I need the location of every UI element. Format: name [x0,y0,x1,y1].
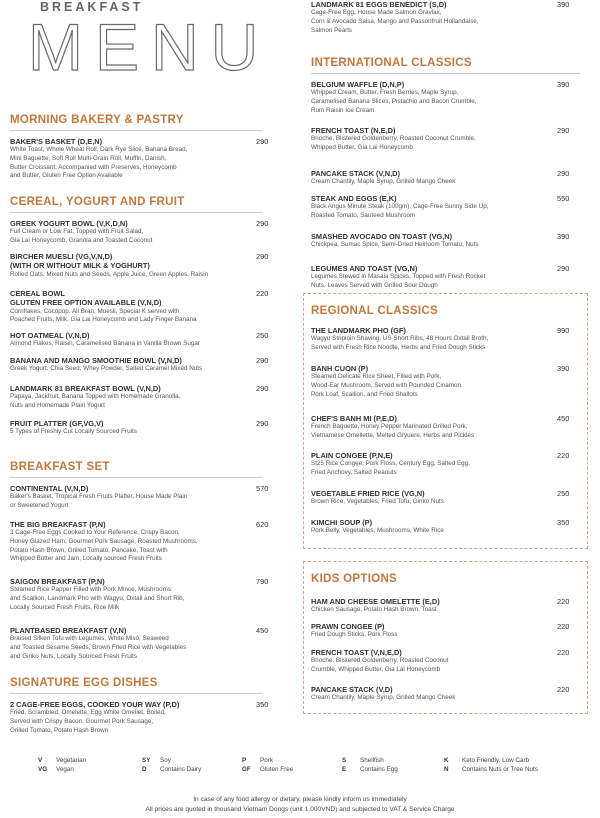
menu-item [10,577,250,612]
item-name: VEGETABLE FRIED RICE (VG,N) [311,489,425,498]
item-price: 290 [256,219,269,228]
section-divider [10,212,262,213]
item-description: Rum Raisin Ice Cream [311,106,375,114]
legend-label: Shellfish [360,757,384,764]
item-name: BIRCHER MUESLI (VG,V,N,D) [10,252,113,261]
menu-item [10,626,250,661]
item-description: Black Angus Minute Steak (100gm), Cage-Free Sunny Side Up, [311,203,489,211]
section-title: SIGNATURE EGG DISHES [10,677,158,689]
section-title: REGIONAL CLASSICS [311,305,438,317]
item-price: 390 [557,232,570,241]
item-price: 220 [557,622,570,631]
item-description: Poached Fruits, Milk, Gia Lai Honeycomb and Lady Finger Banana [10,316,197,324]
section-title: CEREAL, YOGURT AND FRUIT [10,196,185,208]
menu-item [311,685,551,703]
legend-entry [242,756,293,765]
item-price: 220 [557,597,570,606]
item-price: 390 [557,0,570,9]
legend-label: Vegetarian [56,757,87,764]
item-price: 990 [557,326,570,335]
item-description: Papaya, Jackfruit, Banana Topped with Homemade Granolla, [10,393,181,401]
legend-code: GF [242,766,251,773]
menu-item [10,219,250,246]
item-price: 570 [256,484,269,493]
item-price: 290 [557,264,570,273]
item-description: or Sweetened Yogurt [10,502,69,509]
item-name: BANH CUON (P) [311,364,369,373]
legend-column [142,756,201,774]
item-description: Honey Glazed Ham, Gourmet Pork Sausage, Roasted Mushrooms, [10,538,198,545]
section-title: MORNING BAKERY & PASTRY [10,114,184,126]
brand-heading: BREAKFAST [40,0,144,14]
item-description: Wood-Ear Mushroom, Served with Pounded Cinamon [311,382,462,389]
item-price: 250 [557,489,570,498]
item-description: Fried Anchovy, Salted Peanuts [311,469,397,476]
item-price: 290 [256,252,269,261]
menu-item [311,194,551,221]
item-name: SAIGON BREAKFAST (P,N) [10,577,105,586]
legend-label: Vegan [56,766,74,773]
section-divider [10,477,262,478]
item-price: 390 [557,364,570,373]
item-description: Cream Chantily, Maple Syrup, Grilled Mango Cheek [311,178,456,186]
menu-item [10,331,250,349]
item-name: PANCAKE STACK (V,D) [311,685,393,694]
item-description: Nuts and Homemade Plain Yogurt [10,402,105,409]
item-description: Cage-Free Egg, House Made Salmon Gravlax, [311,9,442,17]
menu-item [311,364,551,399]
item-description: Grilled Tomato, Potato Hash Brown [10,726,109,734]
item-description: Pork Loaf, Scallion, and Fried Shallots [311,390,418,398]
item-name: BELGIUM WAFFLE (D,N,P) [311,80,405,89]
menu-item [10,384,250,411]
item-description: French Baguette, Honey Pepper Marinated Grilled Pork, [311,423,468,431]
item-description: Mini Baguette, Soft Roll Multi-Grain Roll, Muffin, Danish, [10,155,167,162]
item-description: Almond Flakes, Raisin, Caramelised Banana in Vanilla Brown Sugar [10,340,200,348]
menu-item [311,451,551,478]
item-description: Crumble, Whipped Butter, Gia Lai Honeycomb [311,666,441,673]
item-description: Potato Hash Brown, Grilled Tomato, Pancake, Toast with [10,546,168,554]
legend-label: Contains Dairy [160,766,202,773]
legend-label: Gluten Free [260,766,294,773]
item-price: 550 [557,194,570,203]
item-price: 350 [557,518,570,527]
item-description: Brioche, Blistered Goldenberry, Roasted Coconut [311,657,449,665]
legend-entry [342,765,398,774]
footer-price-note: All prices are quoted in thousand Vietnam Dongs (unit 1.000VND) and subjected to VAT & Service Charge [145,806,455,813]
item-name: BANANA AND MANGO SMOOTHIE BOWL (V,N,D) [10,356,182,365]
item-description: Brioche, Blistered Goldenberry, Roasted Coconut Crumble, [311,135,476,143]
item-description: Corn & Avocado Salsa, Mango and Passonfruit Hollandaise, [311,18,479,25]
item-price: 350 [256,700,269,709]
item-price: 250 [256,331,269,340]
menu-item [311,80,551,115]
legend-column [38,756,86,774]
item-name: CHEF'S BANH MI (P,E,D) [311,414,397,423]
item-name: HAM AND CHEESE OMELETTE (E,D) [311,597,440,606]
item-price: 220 [557,451,570,460]
legend-entry [444,756,538,765]
item-name: BAKER'S BASKET (D,E,N) [10,137,103,146]
item-description: and Scallion, Landmark Pho with Wagyu, Oxtail and Short Rib, [10,595,185,602]
item-description: 3 Cage-Free Eggs Cooked to Your Reference, Crispy Bacon, [10,529,180,537]
legend-entry [38,765,86,774]
legend-code: D [142,766,147,773]
item-description: Cornflakes, Cocopop, All Bran, Muesli, Special K served with [10,307,180,315]
section-divider [10,693,262,694]
item-description: Served with Crispy Bacon, Gourmet Pork Sausage, [10,718,154,725]
item-description: Pork Belly, Vegetables, Mushrooms, White Rice [311,527,444,535]
item-name: CEREAL BOWL [10,289,65,298]
menu-item [10,419,250,437]
item-name: FRENCH TOAST (V,N,E,D) [311,648,402,657]
menu-item [10,356,250,374]
menu-item [311,326,551,353]
item-description: and Ginko Nuts, Locally Sourced Fresh Fruits [10,652,138,660]
item-name: PLANTBASED BREAKFAST (V,N) [10,626,127,635]
section-title: INTERNATIONAL CLASSICS [311,57,472,69]
legend-entry [342,756,398,765]
item-description: Whipped Butter, Gia Lai Honeycomb [311,144,413,151]
menu-title: MENU [28,10,271,84]
legend-entry [444,765,538,774]
item-price: 450 [557,414,570,423]
menu-item [10,252,250,279]
legend-column [342,756,398,774]
item-description: White Toast, Whole Wheat Roll, Dark Rye Slice, Banana Bread, [10,146,188,154]
section-divider [311,73,580,74]
menu-item [10,520,250,564]
legend-label: Soy [160,757,171,764]
item-description: Vietnamese Omellette, Melted Gryuere, Herbs and Pickles [311,432,474,439]
legend-entry [38,756,86,765]
item-name: KIMCHI SOUP (P) [311,518,373,527]
item-name: PRAWN CONGEE (P) [311,622,385,631]
item-description: Fried Dough Sticks, Pork Floss [311,631,398,639]
legend-entry [142,765,201,774]
legend-code: N [444,766,449,773]
item-description: Served with Fresh Rice Noodle, Herbs and Fried Dough Sticks [311,344,486,351]
item-description: Rolled Oats, Mixed Nuts and Seeds, Apple Juice, Green Apples, Raisin [10,270,209,278]
menu-item [10,137,250,181]
legend-code: E [342,766,347,773]
item-name: HOT OATMEAL (V,N,D) [10,331,90,340]
item-name: FRUIT PLATTER (GF,VG,V) [10,419,104,428]
item-name: THE LANDMARK PHO (GF) [311,326,406,335]
item-description: Wagyu Striploin Shaving, US Short Ribs, 48 Hours Oxtail Broth, [311,335,489,343]
menu-item [311,0,551,35]
menu-item [311,489,551,507]
legend-code: K [444,757,449,764]
item-name: STEAK AND EGGS (E,K) [311,194,397,203]
item-name: PLAIN CONGEE (P,N,E) [311,451,393,460]
item-description: Steamed Delicate Rice Sheet, Filled with Pork, [311,373,442,381]
legend-label: Contains Nuts or Tree Nuts [462,766,538,773]
menu-item [311,126,551,153]
item-description: Roasted Tomato, Sauteed Mushroom [311,212,416,219]
item-price: 290 [256,419,269,428]
item-name: GREEK YOGURT BOWL (V,K,D,N) [10,219,128,228]
legend-code: P [242,757,247,764]
menu-item [10,700,250,735]
item-name: CONTINENTAL (V,N,D) [10,484,89,493]
item-description: and Toasted Sesame Seeds, Brown Fried Rice with Vegetables [10,644,187,651]
item-description: Chickpea, Sumac Spice, Semi-Dried Heirloom Tomato, Nuts [311,241,479,249]
item-description: Steamed Rice Papper Filled with Pork Mince, Mushrooms [10,586,171,594]
item-description: Caramelised Banana Slices, Pistachio and Bacon Crumble, [311,98,477,105]
item-price: 220 [557,685,570,694]
item-description: Fried, Scrambled, Omelette, Egg White Omellet, Boiled, [10,709,166,717]
item-description: Cream Chantily, Maple Syrup, Grilled Mango Cheek [311,694,456,702]
item-name: FRENCH TOAST (N,E,D) [311,126,396,135]
legend-entry [142,756,201,765]
menu-item [311,414,551,441]
item-description: Butter Croissant, Accompanied with Preserves, Honeycomb [10,163,177,171]
item-name: LEGUMES AND TOAST (VG,N) [311,264,418,273]
item-name: THE BIG BREAKFAST (P,N) [10,520,106,529]
menu-item [311,518,551,536]
menu-item [311,232,551,250]
item-description: Chicken Sausage, Potato Hash Brown, Toast [311,606,437,614]
legend-label: Contains Egg [360,766,398,773]
item-description: 5 Types of Freshly Cut Locally Sourced Fruits [10,428,137,436]
legend-code: S [342,757,347,764]
item-price: 390 [557,80,570,89]
item-description: Baker's Basket, Tropical Fresh Fruits Platter, House Made Plain [10,493,188,501]
item-price: 790 [256,577,269,586]
legend-code: SY [142,757,151,764]
item-price: 220 [256,289,269,298]
menu-item [311,648,551,675]
item-price: 620 [256,520,269,529]
legend-code: VG [38,766,48,773]
section-divider [10,130,262,131]
item-name: LANDMARK 81 BREAKFAST BOWL (V,N,D) [10,384,161,393]
item-description: St25 Rice Congee, Pork Floss, Century Egg, Salted Egg, [311,460,470,468]
item-name: LANDMARK 81 EGGS BENEDICT (S,D) [311,0,447,9]
item-price: 290 [557,169,570,178]
item-description: Braised Silken Tofu with Legumes, White Miso, Seaweed [10,635,169,643]
item-description: Nuts, Leaves Served with Grilled Sour Dough [311,282,438,289]
legend-label: Pork [260,757,273,764]
legend-column [242,756,293,774]
legend-label: Keto Friendly, Low Carb [462,757,530,764]
section-title: KIDS OPTIONS [311,573,398,585]
item-description: Whipped Cream, Butter, Fresh Berries, Maple Syrup, [311,89,459,97]
item-price: 220 [557,648,570,657]
menu-item [311,264,551,291]
item-price: 290 [256,384,269,393]
item-name: GLUTEN FREE OPTION AVAILABLE (V,N,D) [10,298,162,308]
legend-entry [242,765,293,774]
item-description: and Butter, Gluten Free Option Available [10,172,123,180]
menu-item [311,622,551,640]
item-name: PANCAKE STACK (V,N,D) [311,169,400,178]
footer-allergy-note: In case of any food allergy or dietary, please kindly inform us immediately [193,796,407,803]
legend-column [444,756,538,774]
legend-code: V [38,757,43,764]
item-description: Legumes Stewed in Masala Spices, Topped with Fresh Rocket [311,273,486,281]
menu-item [311,597,551,615]
item-price: 290 [256,137,269,146]
item-name: (WITH OR WITHOUT MILK & YOGHURT) [10,261,150,271]
menu-item [10,289,250,325]
item-description: Full Cream or Low Fat, Topped with Fruit Salad, [10,228,144,236]
item-description: Brown Rice, Vegetables, Fried Tofu, Ginko Nuts [311,498,444,506]
item-description: Whipped Butter and Jam, Locally sourced Fresh Fruits [10,555,162,563]
item-price: 450 [256,626,269,635]
item-description: Greek Yogurt, Chia Seed, Whey Powder, Salted Caramel Mixed Nuts [10,365,203,373]
item-name: SMASHED AVOCADO ON TOAST (VG,N) [311,232,453,241]
item-description: Gia Lai Honeycomb, Granola and Toasted Coconut [10,237,153,244]
item-description: Salmon Pearls [311,26,352,34]
menu-item [10,484,250,511]
item-price: 290 [557,126,570,135]
item-name: 2 CAGE-FREE EGGS, COOKED YOUR WAY (P,D) [10,700,180,709]
item-price: 290 [256,356,269,365]
menu-item [311,169,551,187]
item-description: Locally Sourced Fresh Fruits, Rice Milk [10,603,120,611]
section-title: BREAKFAST SET [10,461,110,473]
